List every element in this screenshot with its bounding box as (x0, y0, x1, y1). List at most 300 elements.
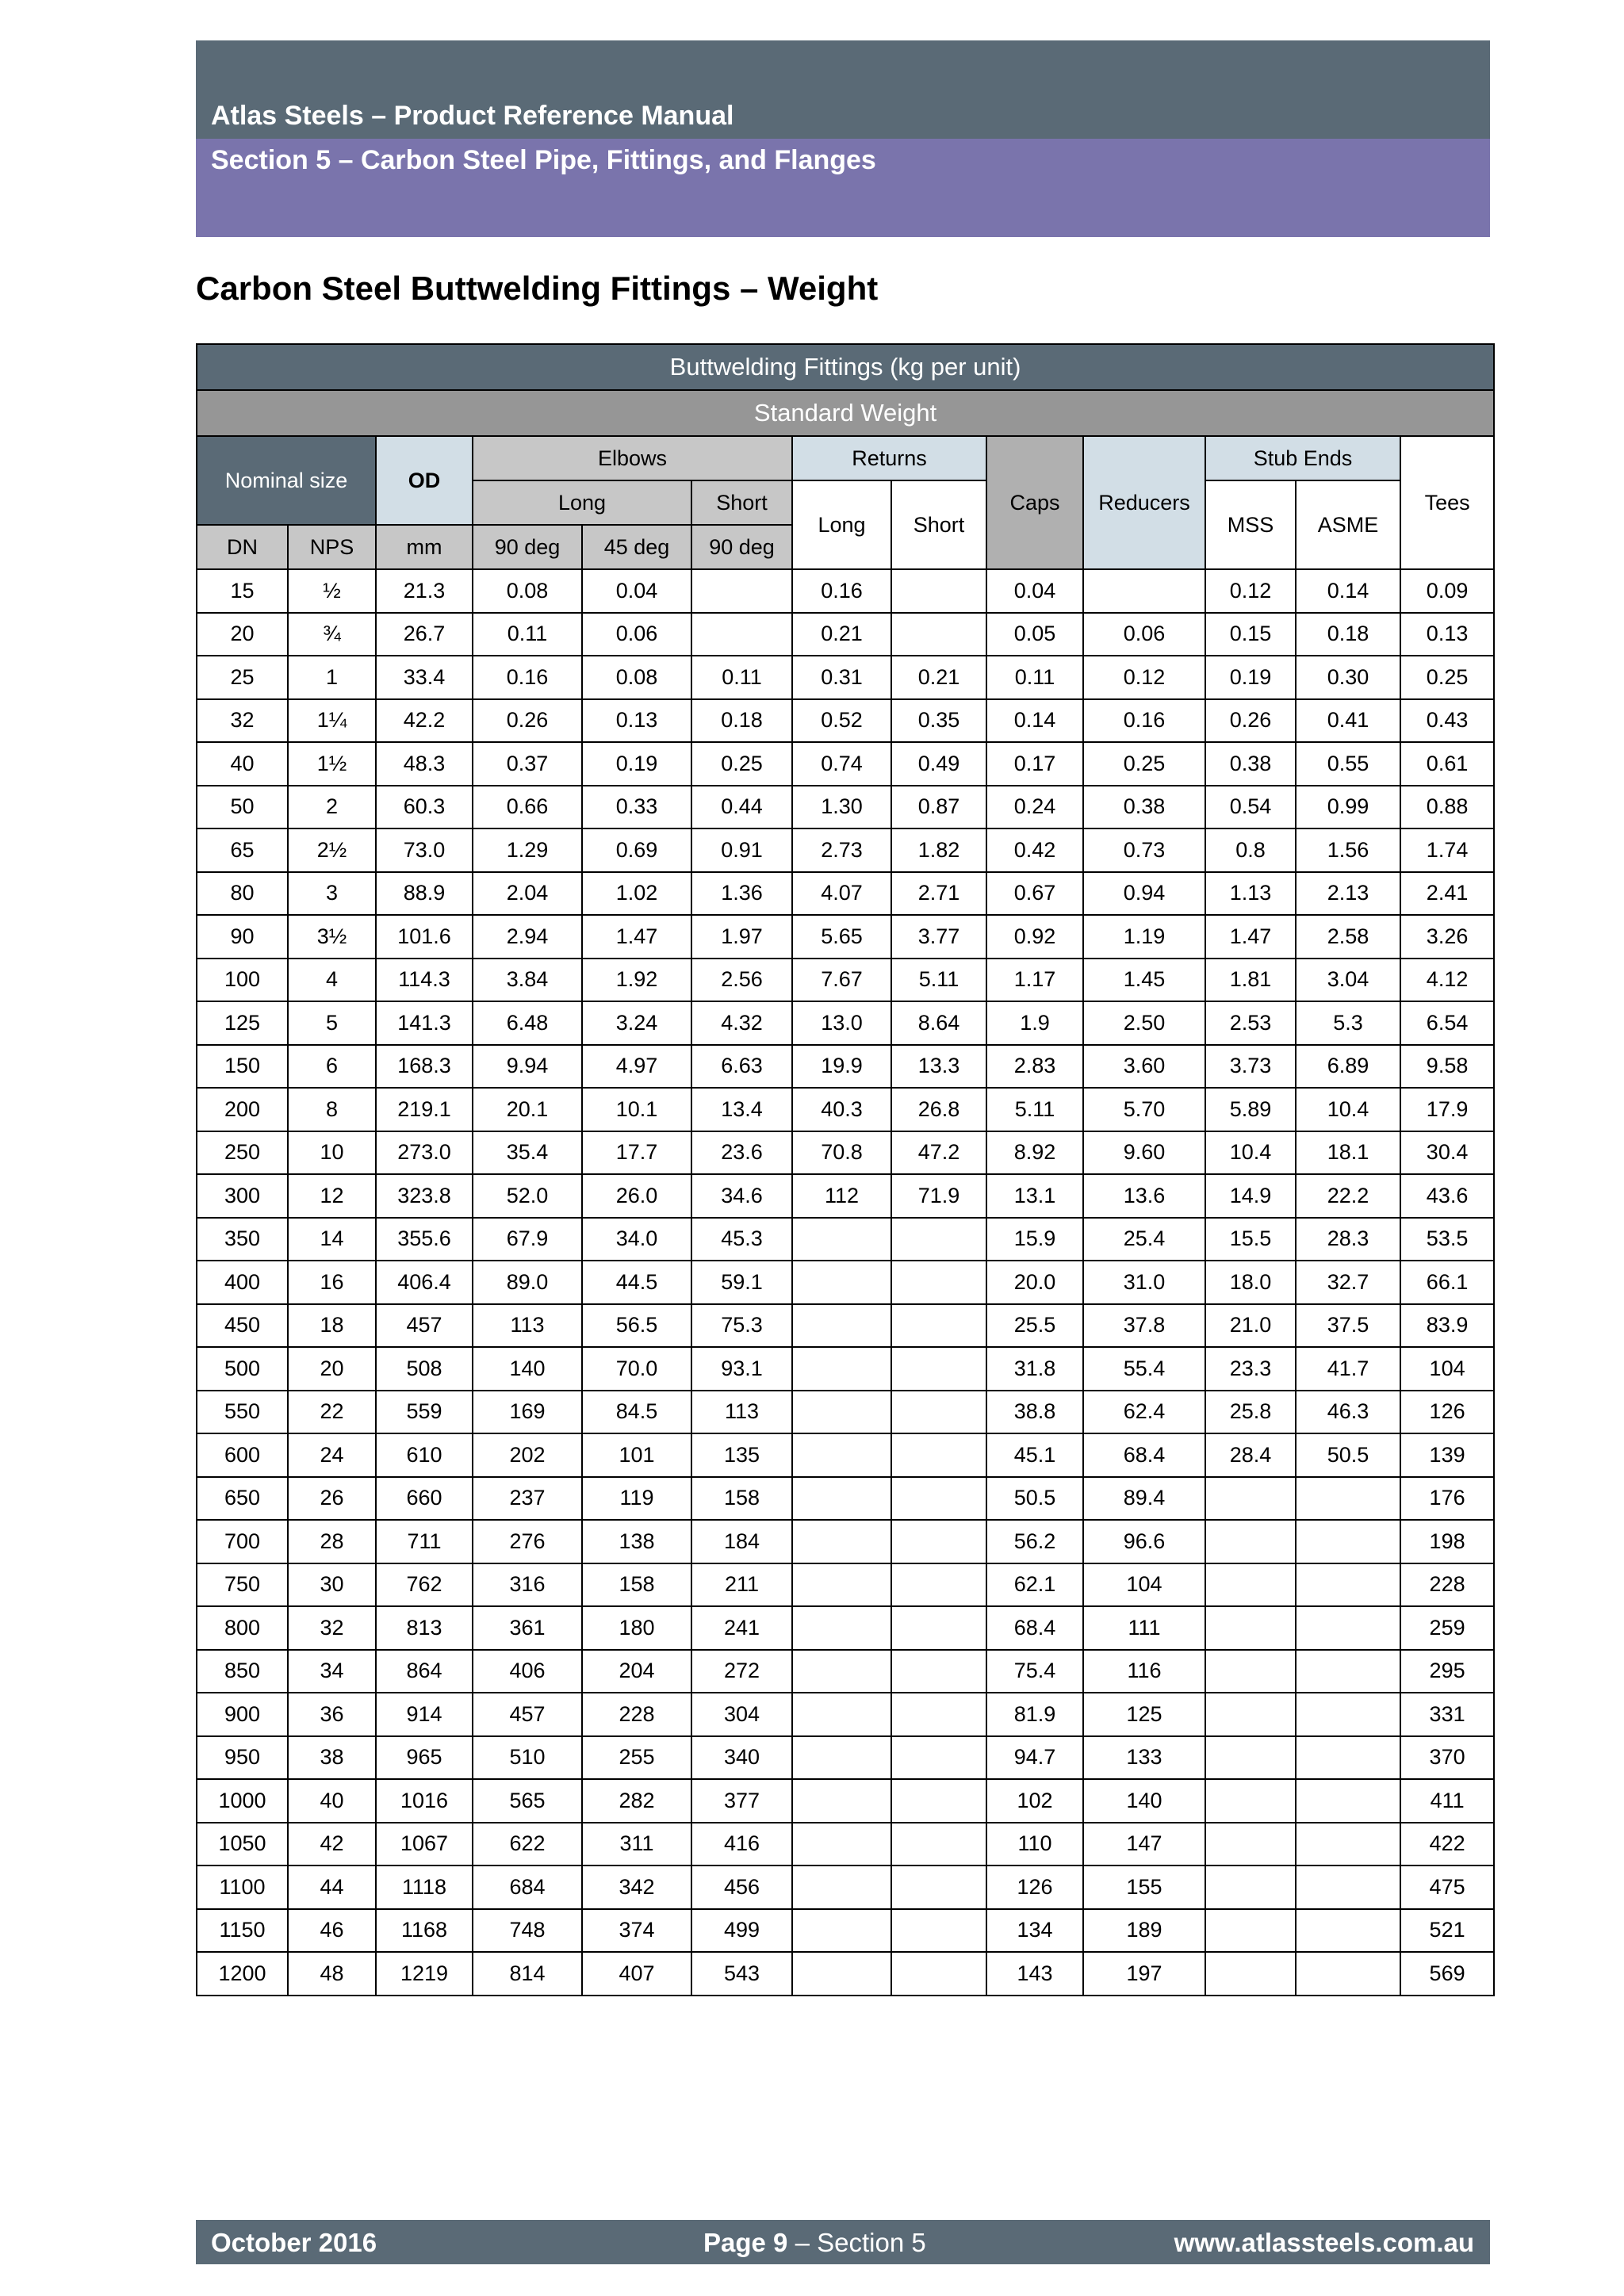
table-cell: 59.1 (691, 1261, 792, 1304)
table-cell: 45.3 (691, 1218, 792, 1261)
table-cell: 0.13 (1400, 613, 1494, 656)
table-cell: 143 (986, 1952, 1083, 1996)
table-cell: 0.05 (986, 613, 1083, 656)
table-cell: 25 (197, 656, 288, 699)
table-cell: 88.9 (376, 872, 473, 916)
table-cell: 23.6 (691, 1131, 792, 1175)
header-caps: Caps (986, 436, 1083, 569)
table-cell: 9.58 (1400, 1045, 1494, 1089)
table-cell: 304 (691, 1693, 792, 1736)
table-cell: 370 (1400, 1736, 1494, 1780)
table-cell (1296, 1606, 1400, 1650)
table-cell (891, 1779, 986, 1823)
table-cell: 10.4 (1205, 1131, 1296, 1175)
table-cell: 0.38 (1205, 742, 1296, 786)
table-cell (891, 1952, 986, 1996)
footer-page-label: Page 9 (703, 2228, 788, 2257)
table-cell: 0.55 (1296, 742, 1400, 786)
table-cell: 1050 (197, 1823, 288, 1866)
table-cell: 113 (473, 1304, 582, 1348)
table-cell: 3 (288, 872, 376, 916)
table-cell: 2.73 (792, 828, 891, 872)
table-cell: 17.7 (582, 1131, 691, 1175)
table-cell: 543 (691, 1952, 792, 1996)
table-cell: 0.35 (891, 699, 986, 743)
table-cell: 813 (376, 1606, 473, 1650)
table-cell: 48 (288, 1952, 376, 1996)
table-cell: 500 (197, 1347, 288, 1391)
table-cell: 3.04 (1296, 959, 1400, 1002)
table-cell (792, 1477, 891, 1521)
table-cell: 355.6 (376, 1218, 473, 1261)
table-row (197, 1174, 1494, 1218)
table-cell: 116 (1083, 1650, 1205, 1693)
table-cell (891, 1261, 986, 1304)
table-cell: 2.50 (1083, 1001, 1205, 1045)
table-cell: 499 (691, 1909, 792, 1953)
table-cell: 47.2 (891, 1131, 986, 1175)
table-cell: 5.65 (792, 915, 891, 959)
table-cell: 1067 (376, 1823, 473, 1866)
table-cell: 104 (1083, 1563, 1205, 1607)
table-row (197, 1261, 1494, 1304)
table-cell: 31.0 (1083, 1261, 1205, 1304)
table-cell: 0.14 (986, 699, 1083, 743)
table-cell: 965 (376, 1736, 473, 1780)
table-cell: 331 (1400, 1693, 1494, 1736)
table-row (197, 1650, 1494, 1693)
table-cell: 1016 (376, 1779, 473, 1823)
table-cell: 950 (197, 1736, 288, 1780)
table-row (197, 699, 1494, 743)
table-cell: 17.9 (1400, 1088, 1494, 1131)
table-cell (792, 1347, 891, 1391)
table-cell (792, 1304, 891, 1348)
table-cell: 30 (288, 1563, 376, 1607)
table-cell: 44 (288, 1866, 376, 1909)
table-cell: 8.92 (986, 1131, 1083, 1175)
table-cell: 56.2 (986, 1520, 1083, 1563)
table-row (197, 1866, 1494, 1909)
header-od: OD (376, 436, 473, 525)
table-cell: 147 (1083, 1823, 1205, 1866)
table-cell: 140 (473, 1347, 582, 1391)
header-reducers: Reducers (1083, 436, 1205, 569)
table-cell (1083, 569, 1205, 613)
table-cell: 457 (376, 1304, 473, 1348)
table-cell (1296, 1477, 1400, 1521)
table-cell: 0.30 (1296, 656, 1400, 699)
table-cell: 3.26 (1400, 915, 1494, 959)
table-cell: 0.11 (986, 656, 1083, 699)
table-cell: 237 (473, 1477, 582, 1521)
table-cell: 0.38 (1083, 786, 1205, 829)
table-cell: 0.08 (582, 656, 691, 699)
table-cell (792, 1823, 891, 1866)
table-cell (691, 613, 792, 656)
table-cell: 38 (288, 1736, 376, 1780)
table-cell (792, 1650, 891, 1693)
table-cell: 169 (473, 1391, 582, 1434)
table-cell: 1.30 (792, 786, 891, 829)
fittings-weight-table (196, 343, 1495, 1996)
table-cell: 0.99 (1296, 786, 1400, 829)
table-cell: 3.84 (473, 959, 582, 1002)
header-returns: Returns (792, 436, 986, 480)
table-cell: 0.13 (582, 699, 691, 743)
header-asme: ASME (1296, 480, 1400, 569)
table-cell: 2.83 (986, 1045, 1083, 1089)
table-cell: 0.04 (582, 569, 691, 613)
table-cell: 407 (582, 1952, 691, 1996)
table-cell: 1 (288, 656, 376, 699)
table-cell: 134 (986, 1909, 1083, 1953)
table-cell: 750 (197, 1563, 288, 1607)
footer-page-number (703, 2228, 926, 2258)
table-cell: 21.3 (376, 569, 473, 613)
table-cell: 0.18 (691, 699, 792, 743)
header-nps: NPS (288, 525, 376, 569)
table-cell (1296, 1520, 1400, 1563)
table-row (197, 1433, 1494, 1477)
header-long-90deg: 90 deg (473, 525, 582, 569)
table-cell: 700 (197, 1520, 288, 1563)
table-cell: 300 (197, 1174, 288, 1218)
table-cell: 0.26 (1205, 699, 1296, 743)
table-cell: 2.41 (1400, 872, 1494, 916)
table-cell: 13.4 (691, 1088, 792, 1131)
table-row (197, 1131, 1494, 1175)
table-cell: 100 (197, 959, 288, 1002)
table-cell: 400 (197, 1261, 288, 1304)
table-cell: 900 (197, 1693, 288, 1736)
header-mm: mm (376, 525, 473, 569)
table-cell: 104 (1400, 1347, 1494, 1391)
table-cell: 23.3 (1205, 1347, 1296, 1391)
table-cell: 32 (288, 1606, 376, 1650)
table-cell: 1.47 (582, 915, 691, 959)
table-cell: 26 (288, 1477, 376, 1521)
table-cell: 311 (582, 1823, 691, 1866)
table-cell: 70.8 (792, 1131, 891, 1175)
table-cell: 2.04 (473, 872, 582, 916)
table-cell: 41.7 (1296, 1347, 1400, 1391)
table-cell (1296, 1952, 1400, 1996)
table-row (197, 1218, 1494, 1261)
table-cell: 914 (376, 1693, 473, 1736)
table-cell: 14 (288, 1218, 376, 1261)
table-cell (1205, 1952, 1296, 1996)
header-elbows-short: Short (691, 480, 792, 525)
table-cell: 180 (582, 1606, 691, 1650)
table-cell: 1.56 (1296, 828, 1400, 872)
table-cell: 340 (691, 1736, 792, 1780)
table-cell: 0.25 (691, 742, 792, 786)
table-cell: 0.11 (473, 613, 582, 656)
table-subtitle: Standard Weight (197, 390, 1494, 436)
table-cell: 1150 (197, 1909, 288, 1953)
header-returns-short: Short (891, 480, 986, 569)
table-cell: 176 (1400, 1477, 1494, 1521)
table-cell: 43.6 (1400, 1174, 1494, 1218)
table-cell: 342 (582, 1866, 691, 1909)
table-cell: 1.97 (691, 915, 792, 959)
table-cell: 814 (473, 1952, 582, 1996)
table-cell: 211 (691, 1563, 792, 1607)
table-cell: 1.47 (1205, 915, 1296, 959)
table-cell (891, 1520, 986, 1563)
table-cell: 350 (197, 1218, 288, 1261)
table-cell: 53.5 (1400, 1218, 1494, 1261)
table-cell: 10 (288, 1131, 376, 1175)
header-returns-long: Long (792, 480, 891, 569)
table-row (197, 656, 1494, 699)
table-cell: 0.21 (792, 613, 891, 656)
table-cell: 155 (1083, 1866, 1205, 1909)
table-cell: 125 (1083, 1693, 1205, 1736)
table-cell: 28.4 (1205, 1433, 1296, 1477)
table-cell: 457 (473, 1693, 582, 1736)
table-cell: 0.19 (582, 742, 691, 786)
table-cell: 13.6 (1083, 1174, 1205, 1218)
table-cell: 864 (376, 1650, 473, 1693)
table-cell: 0.17 (986, 742, 1083, 786)
table-cell: 125 (197, 1001, 288, 1045)
table-cell: 50.5 (1296, 1433, 1400, 1477)
table-cell: 711 (376, 1520, 473, 1563)
table-cell: 40.3 (792, 1088, 891, 1131)
table-cell: 12 (288, 1174, 376, 1218)
table-cell: 13.0 (792, 1001, 891, 1045)
table-cell: 96.6 (1083, 1520, 1205, 1563)
table-cell: 141.3 (376, 1001, 473, 1045)
table-cell: 0.74 (792, 742, 891, 786)
table-cell: 0.66 (473, 786, 582, 829)
footer-website-link[interactable]: www.atlassteels.com.au (1174, 2228, 1474, 2257)
table-cell: 6.89 (1296, 1045, 1400, 1089)
table-cell: 75.4 (986, 1650, 1083, 1693)
table-cell (891, 1650, 986, 1693)
table-cell: 30.4 (1400, 1131, 1494, 1175)
table-cell: 200 (197, 1088, 288, 1131)
table-cell (891, 1693, 986, 1736)
table-cell: 26.8 (891, 1088, 986, 1131)
table-cell: 0.49 (891, 742, 986, 786)
table-cell: 34.0 (582, 1218, 691, 1261)
table-cell: 50.5 (986, 1477, 1083, 1521)
table-cell: 0.73 (1083, 828, 1205, 872)
table-cell: 377 (691, 1779, 792, 1823)
table-cell: 15.9 (986, 1218, 1083, 1261)
table-cell: 510 (473, 1736, 582, 1780)
table-cell: 1.45 (1083, 959, 1205, 1002)
table-cell: 16 (288, 1261, 376, 1304)
table-row (197, 1779, 1494, 1823)
table-cell (792, 1866, 891, 1909)
header-mss: MSS (1205, 480, 1296, 569)
table-cell: 15 (197, 569, 288, 613)
table-cell: 4.12 (1400, 959, 1494, 1002)
table-cell: 0.18 (1296, 613, 1400, 656)
table-cell (1205, 1823, 1296, 1866)
table-cell: 2.56 (691, 959, 792, 1002)
header-elbows-long: Long (473, 480, 691, 525)
table-cell: ¾ (288, 613, 376, 656)
table-cell: 110 (986, 1823, 1083, 1866)
table-cell: 168.3 (376, 1045, 473, 1089)
table-row (197, 1391, 1494, 1434)
section-band (196, 139, 1490, 237)
table-cell: 22.2 (1296, 1174, 1400, 1218)
table-cell: 135 (691, 1433, 792, 1477)
table-cell: 2 (288, 786, 376, 829)
table-cell (792, 1391, 891, 1434)
table-cell: 0.67 (986, 872, 1083, 916)
table-cell: 101.6 (376, 915, 473, 959)
table-cell: 0.06 (1083, 613, 1205, 656)
table-cell: 9.94 (473, 1045, 582, 1089)
table-cell: 0.15 (1205, 613, 1296, 656)
table-cell: 34 (288, 1650, 376, 1693)
table-cell: 45.1 (986, 1433, 1083, 1477)
table-cell: 6.63 (691, 1045, 792, 1089)
table-cell: 0.94 (1083, 872, 1205, 916)
table-cell: 4.32 (691, 1001, 792, 1045)
table-row (197, 1606, 1494, 1650)
table-cell: 0.16 (473, 656, 582, 699)
table-cell: 0.52 (792, 699, 891, 743)
table-cell: 5 (288, 1001, 376, 1045)
table-cell: 406 (473, 1650, 582, 1693)
table-cell: 1.17 (986, 959, 1083, 1002)
table-row (197, 828, 1494, 872)
table-row (197, 613, 1494, 656)
table-cell: 450 (197, 1304, 288, 1348)
table-cell: 0.31 (792, 656, 891, 699)
table-cell: 1219 (376, 1952, 473, 1996)
table-cell: 44.5 (582, 1261, 691, 1304)
table-cell: 56.5 (582, 1304, 691, 1348)
table-cell: 3.60 (1083, 1045, 1205, 1089)
table-cell: 26.7 (376, 613, 473, 656)
table-cell: 295 (1400, 1650, 1494, 1693)
table-cell: 90 (197, 915, 288, 959)
table-cell: 1.02 (582, 872, 691, 916)
table-cell (1296, 1909, 1400, 1953)
table-cell: 610 (376, 1433, 473, 1477)
table-cell: 18.0 (1205, 1261, 1296, 1304)
table-cell: 1100 (197, 1866, 288, 1909)
table-cell (792, 1693, 891, 1736)
table-cell: 0.54 (1205, 786, 1296, 829)
table-cell (1296, 1779, 1400, 1823)
table-cell: 42 (288, 1823, 376, 1866)
table-cell (792, 1736, 891, 1780)
table-cell: 68.4 (986, 1606, 1083, 1650)
table-cell: 114.3 (376, 959, 473, 1002)
table-cell: 158 (582, 1563, 691, 1607)
table-cell: 0.19 (1205, 656, 1296, 699)
table-cell (891, 1823, 986, 1866)
table-cell: 119 (582, 1477, 691, 1521)
table-row (197, 1304, 1494, 1348)
table-cell: 36 (288, 1693, 376, 1736)
table-cell (1205, 1520, 1296, 1563)
footer-band (196, 2220, 1490, 2264)
table-cell: 0.16 (1083, 699, 1205, 743)
table-cell: 71.9 (891, 1174, 986, 1218)
table-cell: 4.07 (792, 872, 891, 916)
table-cell: 1.82 (891, 828, 986, 872)
table-row (197, 1823, 1494, 1866)
table-cell: 112 (792, 1174, 891, 1218)
table-cell: 276 (473, 1520, 582, 1563)
table-cell: 569 (1400, 1952, 1494, 1996)
table-cell: 1.29 (473, 828, 582, 872)
table-cell: 113 (691, 1391, 792, 1434)
table-cell (1205, 1606, 1296, 1650)
table-cell: 565 (473, 1779, 582, 1823)
header-short-90deg: 90 deg (691, 525, 792, 569)
table-cell (891, 1909, 986, 1953)
table-cell: 94.7 (986, 1736, 1083, 1780)
table-cell: 158 (691, 1477, 792, 1521)
table-cell: 50 (197, 786, 288, 829)
table-row (197, 1045, 1494, 1089)
table-cell: 5.3 (1296, 1001, 1400, 1045)
table-cell (1205, 1866, 1296, 1909)
footer-date: October 2016 (211, 2228, 377, 2257)
footer-section-label: – Section 5 (787, 2228, 926, 2257)
header-band (196, 40, 1490, 237)
table-cell (1296, 1823, 1400, 1866)
table-cell: 28.3 (1296, 1218, 1400, 1261)
table-cell (1205, 1563, 1296, 1607)
table-row (197, 1347, 1494, 1391)
section-title: Section 5 – Carbon Steel Pipe, Fittings, and Flanges (211, 145, 876, 175)
table-cell: 0.91 (691, 828, 792, 872)
table-cell: 68.4 (1083, 1433, 1205, 1477)
table-cell: 40 (288, 1779, 376, 1823)
table-row (197, 1952, 1494, 1996)
table-cell: 197 (1083, 1952, 1205, 1996)
table-cell: 422 (1400, 1823, 1494, 1866)
table-cell: 0.04 (986, 569, 1083, 613)
table-cell: 75.3 (691, 1304, 792, 1348)
table-cell: 5.70 (1083, 1088, 1205, 1131)
table-cell: 81.9 (986, 1693, 1083, 1736)
table-cell: 24 (288, 1433, 376, 1477)
table-cell: 35.4 (473, 1131, 582, 1175)
table-cell: 89.4 (1083, 1477, 1205, 1521)
table-cell: 0.25 (1400, 656, 1494, 699)
table-cell: 684 (473, 1866, 582, 1909)
table-cell: 228 (582, 1693, 691, 1736)
table-cell: 600 (197, 1433, 288, 1477)
table-cell: 316 (473, 1563, 582, 1607)
table-cell: 5.11 (891, 959, 986, 1002)
table-row (197, 786, 1494, 829)
table-cell: 111 (1083, 1606, 1205, 1650)
table-cell: 2½ (288, 828, 376, 872)
table-row (197, 915, 1494, 959)
table-cell: 0.06 (582, 613, 691, 656)
table-cell: 48.3 (376, 742, 473, 786)
table-cell: 7.67 (792, 959, 891, 1002)
table-cell: 1.92 (582, 959, 691, 1002)
table-cell: 1½ (288, 742, 376, 786)
table-cell: 9.60 (1083, 1131, 1205, 1175)
